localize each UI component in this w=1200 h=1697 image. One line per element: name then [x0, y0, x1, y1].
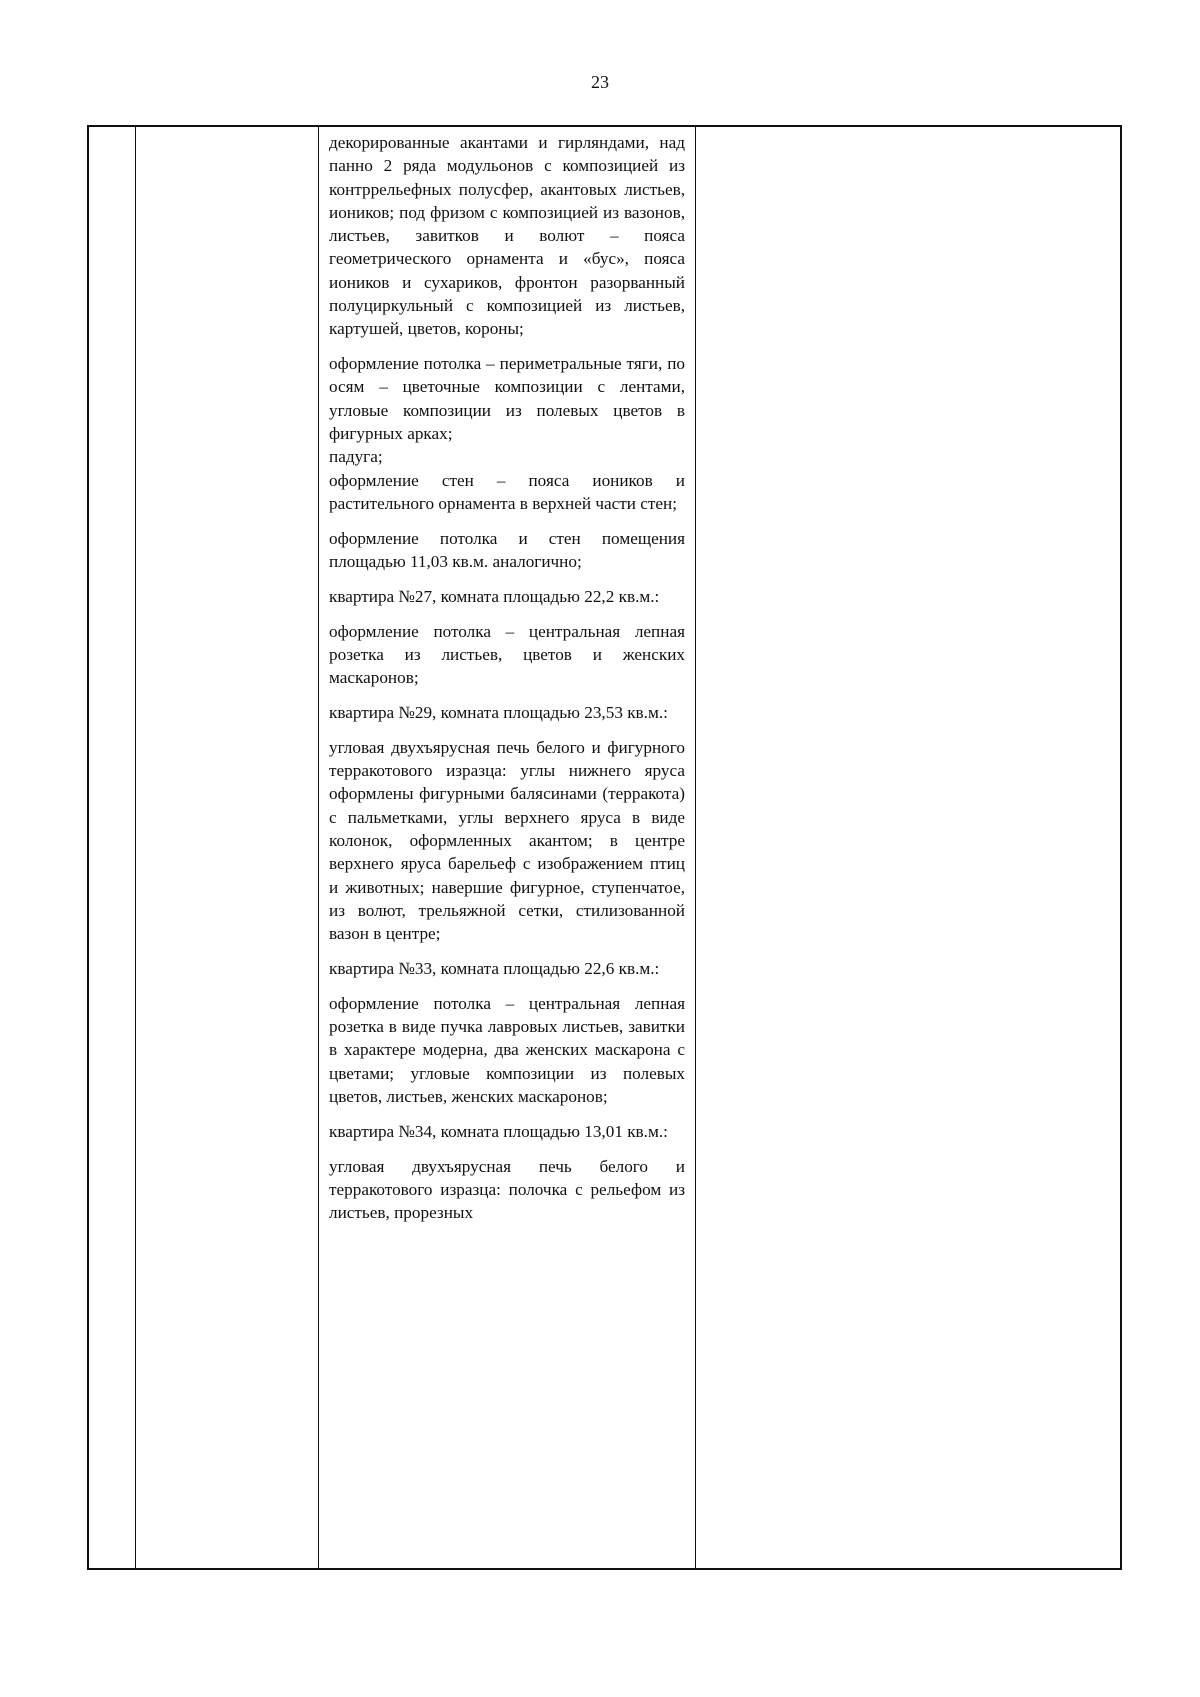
description-text [329, 131, 685, 1224]
description-paragraph: угловая двухъярусная печь белого и фигурного терракотового изразца: углы нижнего яруса оформлены фигурными балясинами (терракота) с пальметками, углы верхнего яруса в виде колонок, оформленных акантом; в центре верхнего яруса барельеф с изображением птиц и животных; навершие фигурное, ступенчатое, из волют, трельяжной сетки, стилизованной вазон в центре; [329, 737, 685, 944]
description-paragraph: квартира №33, комната площадью 22,6 кв.м.: [329, 959, 660, 978]
page-number: 23 [591, 72, 609, 92]
description-paragraph: квартира №27, комната площадью 22,2 кв.м.: [329, 586, 660, 606]
description-paragraph: угловая двухъярусная печь белого и терракотового изразца: полочка с рельефом из листьев, прорезных [329, 1156, 685, 1223]
description-paragraph: оформление потолка – центральная лепная розетка в виде пучка лавровых листьев, завитки в характере модерна, два женских маскарона с цветами; угловые композиции из полевых цветов, листьев, женских маскаронов; [329, 993, 685, 1106]
description-paragraph: падуга; [329, 447, 383, 467]
description-paragraph: декорированные акантами и гирляндами, над панно 2 ряда модульонов с композицией из контррельефных полусфер, акантовых листьев, иоников; под фризом с композицией из вазонов, листьев, завитков и волют – пояса геометрического орнамента и «бус», пояса иоников и сухариков, фронтон разорванный полуциркульный с композицией из листьев, картушей, цветов, короны; [329, 133, 685, 339]
table-cell-number [89, 127, 136, 1568]
table-cell-notes [696, 127, 1122, 1568]
table-cell-description [319, 127, 696, 1568]
description-paragraph: квартира №34, комната площадью 13,01 кв.м.: [329, 1121, 668, 1141]
monument-table [87, 125, 1122, 1570]
description-paragraph: оформление стен – пояса иоников и растительного орнамента в верхней части стен; [329, 470, 685, 513]
table-cell-name [136, 127, 319, 1568]
description-paragraph: оформление потолка и стен помещения площадью 11,03 кв.м. аналогично; [329, 528, 685, 572]
description-paragraph: оформление потолка – периметральные тяги, по осям – цветочные композиции с лентами, угловые композиции из полевых цветов в фигурных арках; [329, 354, 685, 444]
description-paragraph: квартира №29, комната площадью 23,53 кв.м.: [329, 703, 668, 723]
description-paragraph: оформление потолка – центральная лепная розетка из листьев, цветов и женских маскаронов; [329, 621, 685, 688]
